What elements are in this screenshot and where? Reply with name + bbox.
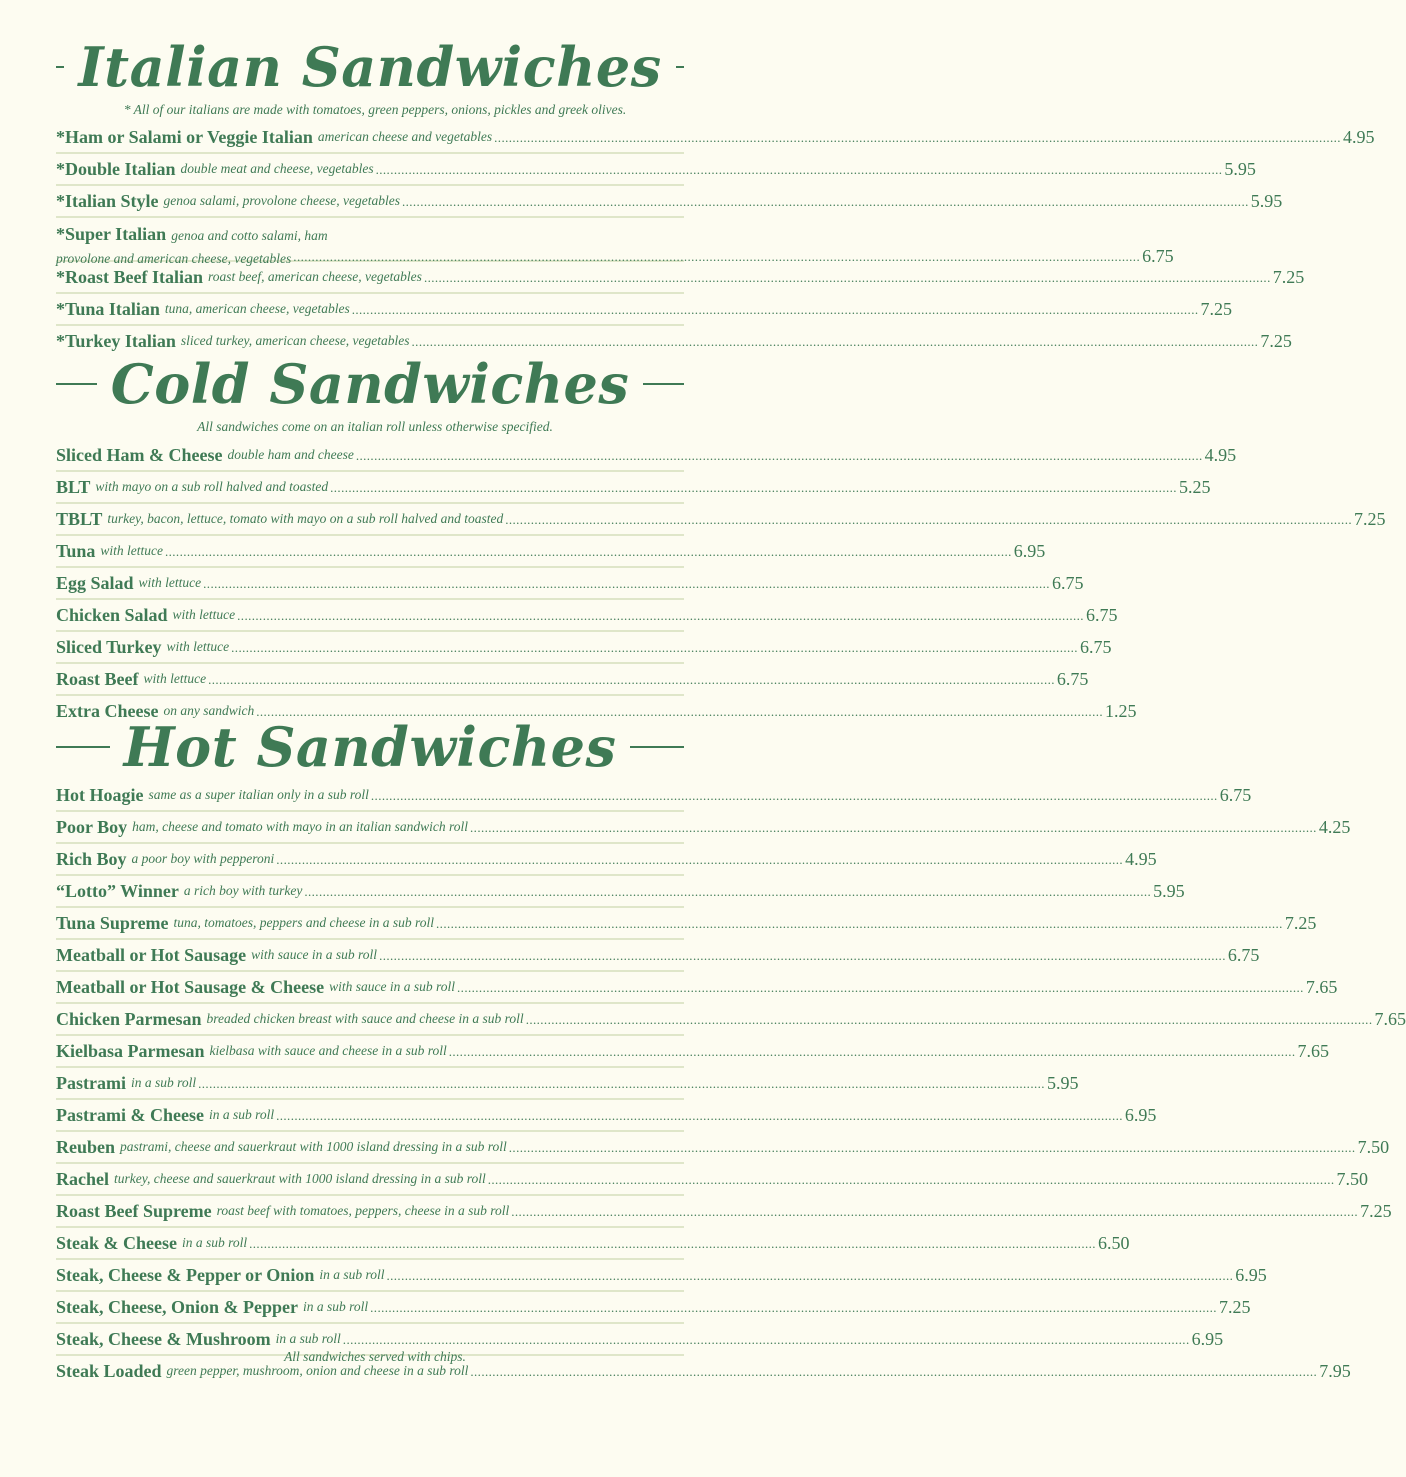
item-name: Rich Boy [56,849,127,869]
leader-dots [449,1045,1296,1058]
item-desc: with lettuce [143,671,207,687]
leader-dots [424,271,1271,284]
italian-note: * All of our italians are made with tomatoes, green peppers, onions, pickles and greek olives. [123,102,627,117]
menu-item [56,630,1112,662]
leader-dots [208,673,1055,686]
leader-dots [470,1365,1317,1378]
item-name: Tuna [56,541,96,561]
item-name: Sliced Turkey [56,637,162,657]
item-price: 7.95 [1319,1361,1351,1381]
item-desc: roast beef, american cheese, vegetables [208,269,422,285]
item-price: 6.75 [1051,573,1084,593]
item-price: 6.75 [1219,785,1252,805]
item-price: 6.95 [1235,1265,1267,1285]
item-price: 7.25 [1218,1297,1251,1317]
menu-item [56,662,1089,694]
item-name: Meatball or Hot Sausage & Cheese [56,977,325,997]
item-price: 7.25 [1360,1201,1392,1221]
item-price: 7.25 [1354,509,1386,529]
item-name: *Super Italian [56,224,167,244]
item-desc: in a sub roll [303,1299,369,1315]
cold-title: Cold Sandwiches [110,352,630,416]
item-name: *Turkey Italian [56,331,176,351]
item-price: 6.75 [1142,246,1174,266]
item-price: 6.75 [1085,605,1118,625]
item-price: 5.95 [1046,1073,1079,1093]
menu-item [56,1130,1390,1162]
item-line-2 [56,247,1174,265]
item-price: 7.65 [1297,1041,1330,1061]
item-price: 4.95 [1204,445,1237,465]
leader-dots [304,885,1151,898]
item-price: 4.25 [1318,817,1351,837]
menu-item [56,184,1283,216]
item-price: 6.75 [1056,669,1089,689]
item-price: 6.75 [1079,637,1112,657]
menu-item [56,780,1252,810]
item-name: “Lotto” Winner [56,881,179,901]
leader-dots [511,1205,1358,1218]
item-name: Chicken Parmesan [56,1009,202,1029]
menu-item [56,216,1174,266]
item-multiline [56,225,1174,265]
menu-item [56,1098,1157,1130]
item-desc: roast beef with tomatoes, peppers, cheese in a sub roll [216,1203,510,1219]
item-desc: with lettuce [138,575,202,591]
item-price: 5.95 [1224,159,1256,179]
item-desc: ham, cheese and tomato with mayo in an italian sandwich roll [132,819,469,835]
heading-rule-right [630,746,684,748]
item-price: 5.25 [1178,477,1211,497]
item-name: Sliced Ham & Cheese [56,445,223,465]
item-price: 7.25 [1272,267,1305,287]
item-desc: in a sub roll [319,1267,385,1283]
leader-dots [379,949,1226,962]
leader-dots [231,641,1078,654]
item-name: *Roast Beef Italian [56,267,203,287]
item-desc: american cheese and vegetables [317,129,493,145]
menu-item [56,810,1351,842]
menu-item [56,598,1118,630]
item-desc: double meat and cheese, vegetables [180,161,374,177]
item-name: *Ham or Salami or Veggie Italian [56,127,313,147]
item-price: 6.95 [1191,1329,1224,1349]
item-name: Steak & Cheese [56,1233,177,1253]
item-name: Steak, Cheese & Mushroom [56,1329,271,1349]
item-name: *Double Italian [56,159,176,179]
item-name: Kielbasa Parmesan [56,1041,205,1061]
menu-item [56,1258,1267,1290]
menu-item [56,842,1157,874]
item-desc: with lettuce [100,543,163,559]
leader-dots [352,303,1199,316]
menu-item [56,152,1256,184]
leader-dots [436,917,1283,930]
item-desc: in a sub roll [275,1331,341,1347]
leader-dots [526,1013,1373,1026]
leader-dots [386,1269,1233,1282]
heading-rule-left [56,746,110,748]
cold-heading [56,352,684,416]
item-price: 6.75 [1227,945,1260,965]
item-name: Extra Cheese [56,701,159,721]
footer-note: All sandwiches served with chips. [284,1349,466,1364]
item-desc: with lettuce [166,639,230,655]
item-price: 4.95 [1125,849,1157,869]
item-name: Poor Boy [56,817,128,837]
item-name: *Tuna Italian [56,299,160,319]
hot-title: Hot Sandwiches [123,715,617,779]
item-desc: a poor boy with pepperoni [131,851,275,867]
menu-item [56,1194,1392,1226]
menu-item [56,470,1211,502]
item-desc: genoa salami, provolone cheese, vegetables [163,193,400,209]
menu-item [56,1162,1369,1194]
item-price: 5.95 [1250,191,1283,211]
item-price: 7.50 [1336,1169,1369,1189]
leader-dots [165,545,1012,558]
item-desc: in a sub roll [130,1075,197,1091]
leader-dots [488,1173,1335,1186]
item-desc: pastrami, cheese and sauerkraut with 1000 island dressing in a sub roll [120,1139,507,1155]
item-name: Meatball or Hot Sausage [56,945,247,965]
item-desc: sliced turkey, american cheese, vegetables [180,333,410,349]
item-name: Roast Beef Supreme [56,1201,212,1221]
item-price: 7.50 [1357,1137,1390,1157]
item-desc: tuna, american cheese, vegetables [164,301,350,317]
menu-item [56,292,1233,324]
hot-heading [56,715,684,779]
item-price: 6.95 [1124,1105,1157,1125]
leader-dots [203,577,1050,590]
item-desc: breaded chicken breast with sauce and cheese in a sub roll [206,1011,524,1027]
item-name: Reuben [56,1137,116,1157]
item-desc: double ham and cheese [227,447,354,463]
leader-dots [237,609,1084,622]
leader-dots [343,1333,1190,1346]
item-price: 5.95 [1153,881,1185,901]
item-name: Tuna Supreme [56,913,169,933]
cold-note: All sandwiches come on an italian roll unless otherwise specified. [197,419,553,434]
item-name: Steak, Cheese, Onion & Pepper [56,1297,298,1317]
hot-list [56,780,1406,1386]
item-desc: tuna, tomatoes, peppers and cheese in a sub roll [173,915,435,931]
heading-rule-right [676,66,684,68]
item-desc: turkey, bacon, lettuce, tomato with mayo on a sub roll halved and toasted [107,511,504,527]
leader-dots [376,163,1223,176]
heading-rule-right [643,383,684,385]
item-name: *Italian Style [56,191,159,211]
menu-item [56,502,1386,534]
item-name: TBLT [56,509,103,529]
menu-item [56,1066,1079,1098]
item-price: 7.65 [1305,977,1338,997]
menu-item [56,1002,1406,1034]
heading-rule-left [56,383,97,385]
menu-item [56,122,1375,152]
item-desc: genoa and cotto salami, ham [171,228,328,243]
item-desc: with lettuce [172,607,236,623]
cold-list [56,440,1386,726]
menu-item [56,938,1260,970]
item-desc-continued: provolone and american cheese, vegetables [56,250,292,266]
menu-item [56,440,1237,470]
item-price: 7.25 [1260,331,1292,351]
item-name: Pastrami [56,1073,126,1093]
item-price: 1.25 [1105,701,1137,721]
item-name: Pastrami & Cheese [56,1105,204,1125]
item-name: Egg Salad [56,573,134,593]
leader-dots [470,821,1317,834]
item-desc: on any sandwich [163,703,255,719]
leader-dots [494,131,1341,144]
leader-dots [356,449,1203,462]
leader-dots [370,1301,1217,1314]
item-desc: same as a super italian only in a sub roll [148,787,369,803]
item-line-1 [56,225,1174,243]
leader-dots [198,1077,1045,1090]
item-price: 4.95 [1342,127,1375,147]
item-price: 6.95 [1013,541,1046,561]
heading-rule-left [56,66,64,68]
item-name: Rachel [56,1169,109,1189]
leader-dots [371,789,1218,802]
item-desc: in a sub roll [208,1107,275,1123]
item-desc: with sauce in a sub roll [329,979,456,995]
item-name: Steak Loaded [56,1361,162,1381]
item-desc: green pepper, mushroom, onion and cheese in a sub roll [166,1363,469,1379]
menu-item [56,1226,1130,1258]
item-desc: in a sub roll [181,1235,248,1251]
item-desc: with mayo on a sub roll halved and toasted [95,479,329,495]
item-name: Steak, Cheese & Pepper or Onion [56,1265,315,1285]
leader-dots [276,1109,1123,1122]
item-price: 6.50 [1097,1233,1130,1253]
menu-item [56,874,1185,906]
leader-dots [293,250,1140,263]
item-name: Chicken Salad [56,605,168,625]
item-price: 7.25 [1200,299,1233,319]
menu-item [56,1290,1251,1322]
italian-list [56,122,1375,356]
leader-dots [402,195,1249,208]
leader-dots [412,335,1259,348]
leader-dots [457,981,1304,994]
item-desc: with sauce in a sub roll [251,947,378,963]
item-desc: kielbasa with sauce and cheese in a sub roll [209,1043,447,1059]
leader-dots [330,481,1177,494]
item-name: Hot Hoagie [56,785,144,805]
item-name: BLT [56,477,91,497]
item-desc: turkey, cheese and sauerkraut with 1000 island dressing in a sub roll [114,1171,486,1187]
menu-item [56,970,1338,1002]
item-price: 7.65 [1374,1009,1406,1029]
leader-dots [505,513,1352,526]
item-price: 7.25 [1284,913,1317,933]
leader-dots [509,1141,1356,1154]
menu-item [56,906,1317,938]
leader-dots [249,1237,1096,1250]
item-name: Roast Beef [56,669,139,689]
leader-dots [276,853,1123,866]
menu-item [56,534,1046,566]
italian-title: Italian Sandwiches [78,35,662,99]
italian-heading [56,35,684,99]
menu-item [56,1034,1330,1066]
menu-item [56,566,1084,598]
item-desc: a rich boy with turkey [183,883,303,899]
